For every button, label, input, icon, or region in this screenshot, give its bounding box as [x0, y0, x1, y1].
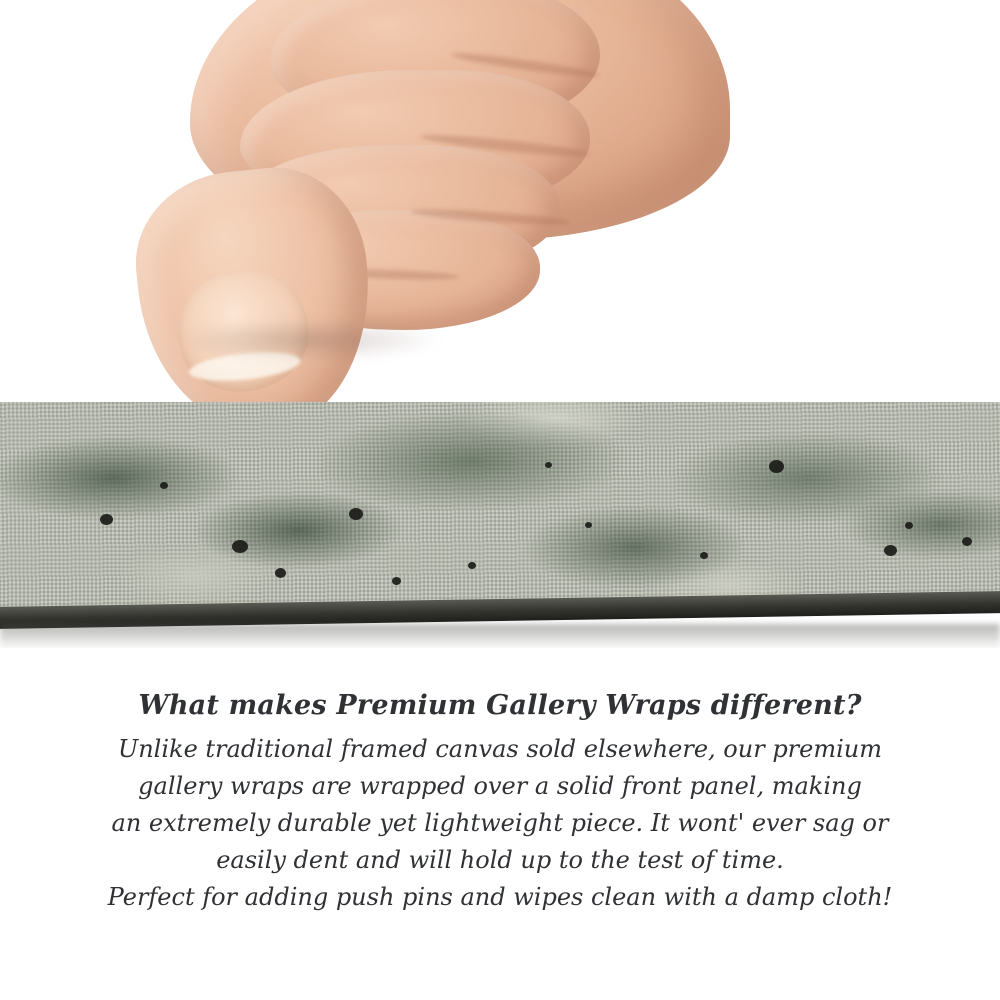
- caption-line: easily dent and will hold up to the test of time.: [216, 846, 784, 874]
- hand-contact-shadow: [180, 320, 440, 360]
- caption-line: Perfect for adding push pins and wipes clean with a damp cloth!: [107, 883, 893, 911]
- canvas-spot: [392, 577, 401, 585]
- caption-line: an extremely durable yet lightweight piece. It wont' ever sag or: [111, 809, 889, 837]
- canvas-spot: [160, 482, 168, 489]
- gallery-wrap-edge: [0, 402, 1000, 648]
- canvas-spot: [468, 562, 476, 569]
- canvas-spot: [769, 460, 784, 473]
- hand-graphic: [120, 0, 740, 440]
- canvas-spot: [905, 522, 913, 529]
- caption-headline: What makes Premium Gallery Wraps different?: [138, 690, 862, 721]
- canvas-spot: [700, 552, 708, 559]
- caption-block: [0, 690, 1000, 916]
- canvas-spot: [275, 568, 286, 578]
- canvas-spot: [884, 545, 897, 556]
- canvas-spot: [962, 537, 972, 546]
- caption-line: gallery wraps are wrapped over a solid front panel, making: [138, 772, 862, 800]
- canvas-spot: [232, 540, 248, 553]
- canvas-print-surface: [0, 402, 1000, 624]
- canvas-spot: [585, 522, 592, 528]
- canvas-spot: [349, 508, 363, 520]
- caption-line: Unlike traditional framed canvas sold elsewhere, our premium: [117, 735, 882, 763]
- canvas-spot: [100, 514, 113, 525]
- canvas-spot: [545, 462, 552, 468]
- canvas-drop-shadow: [0, 624, 1000, 648]
